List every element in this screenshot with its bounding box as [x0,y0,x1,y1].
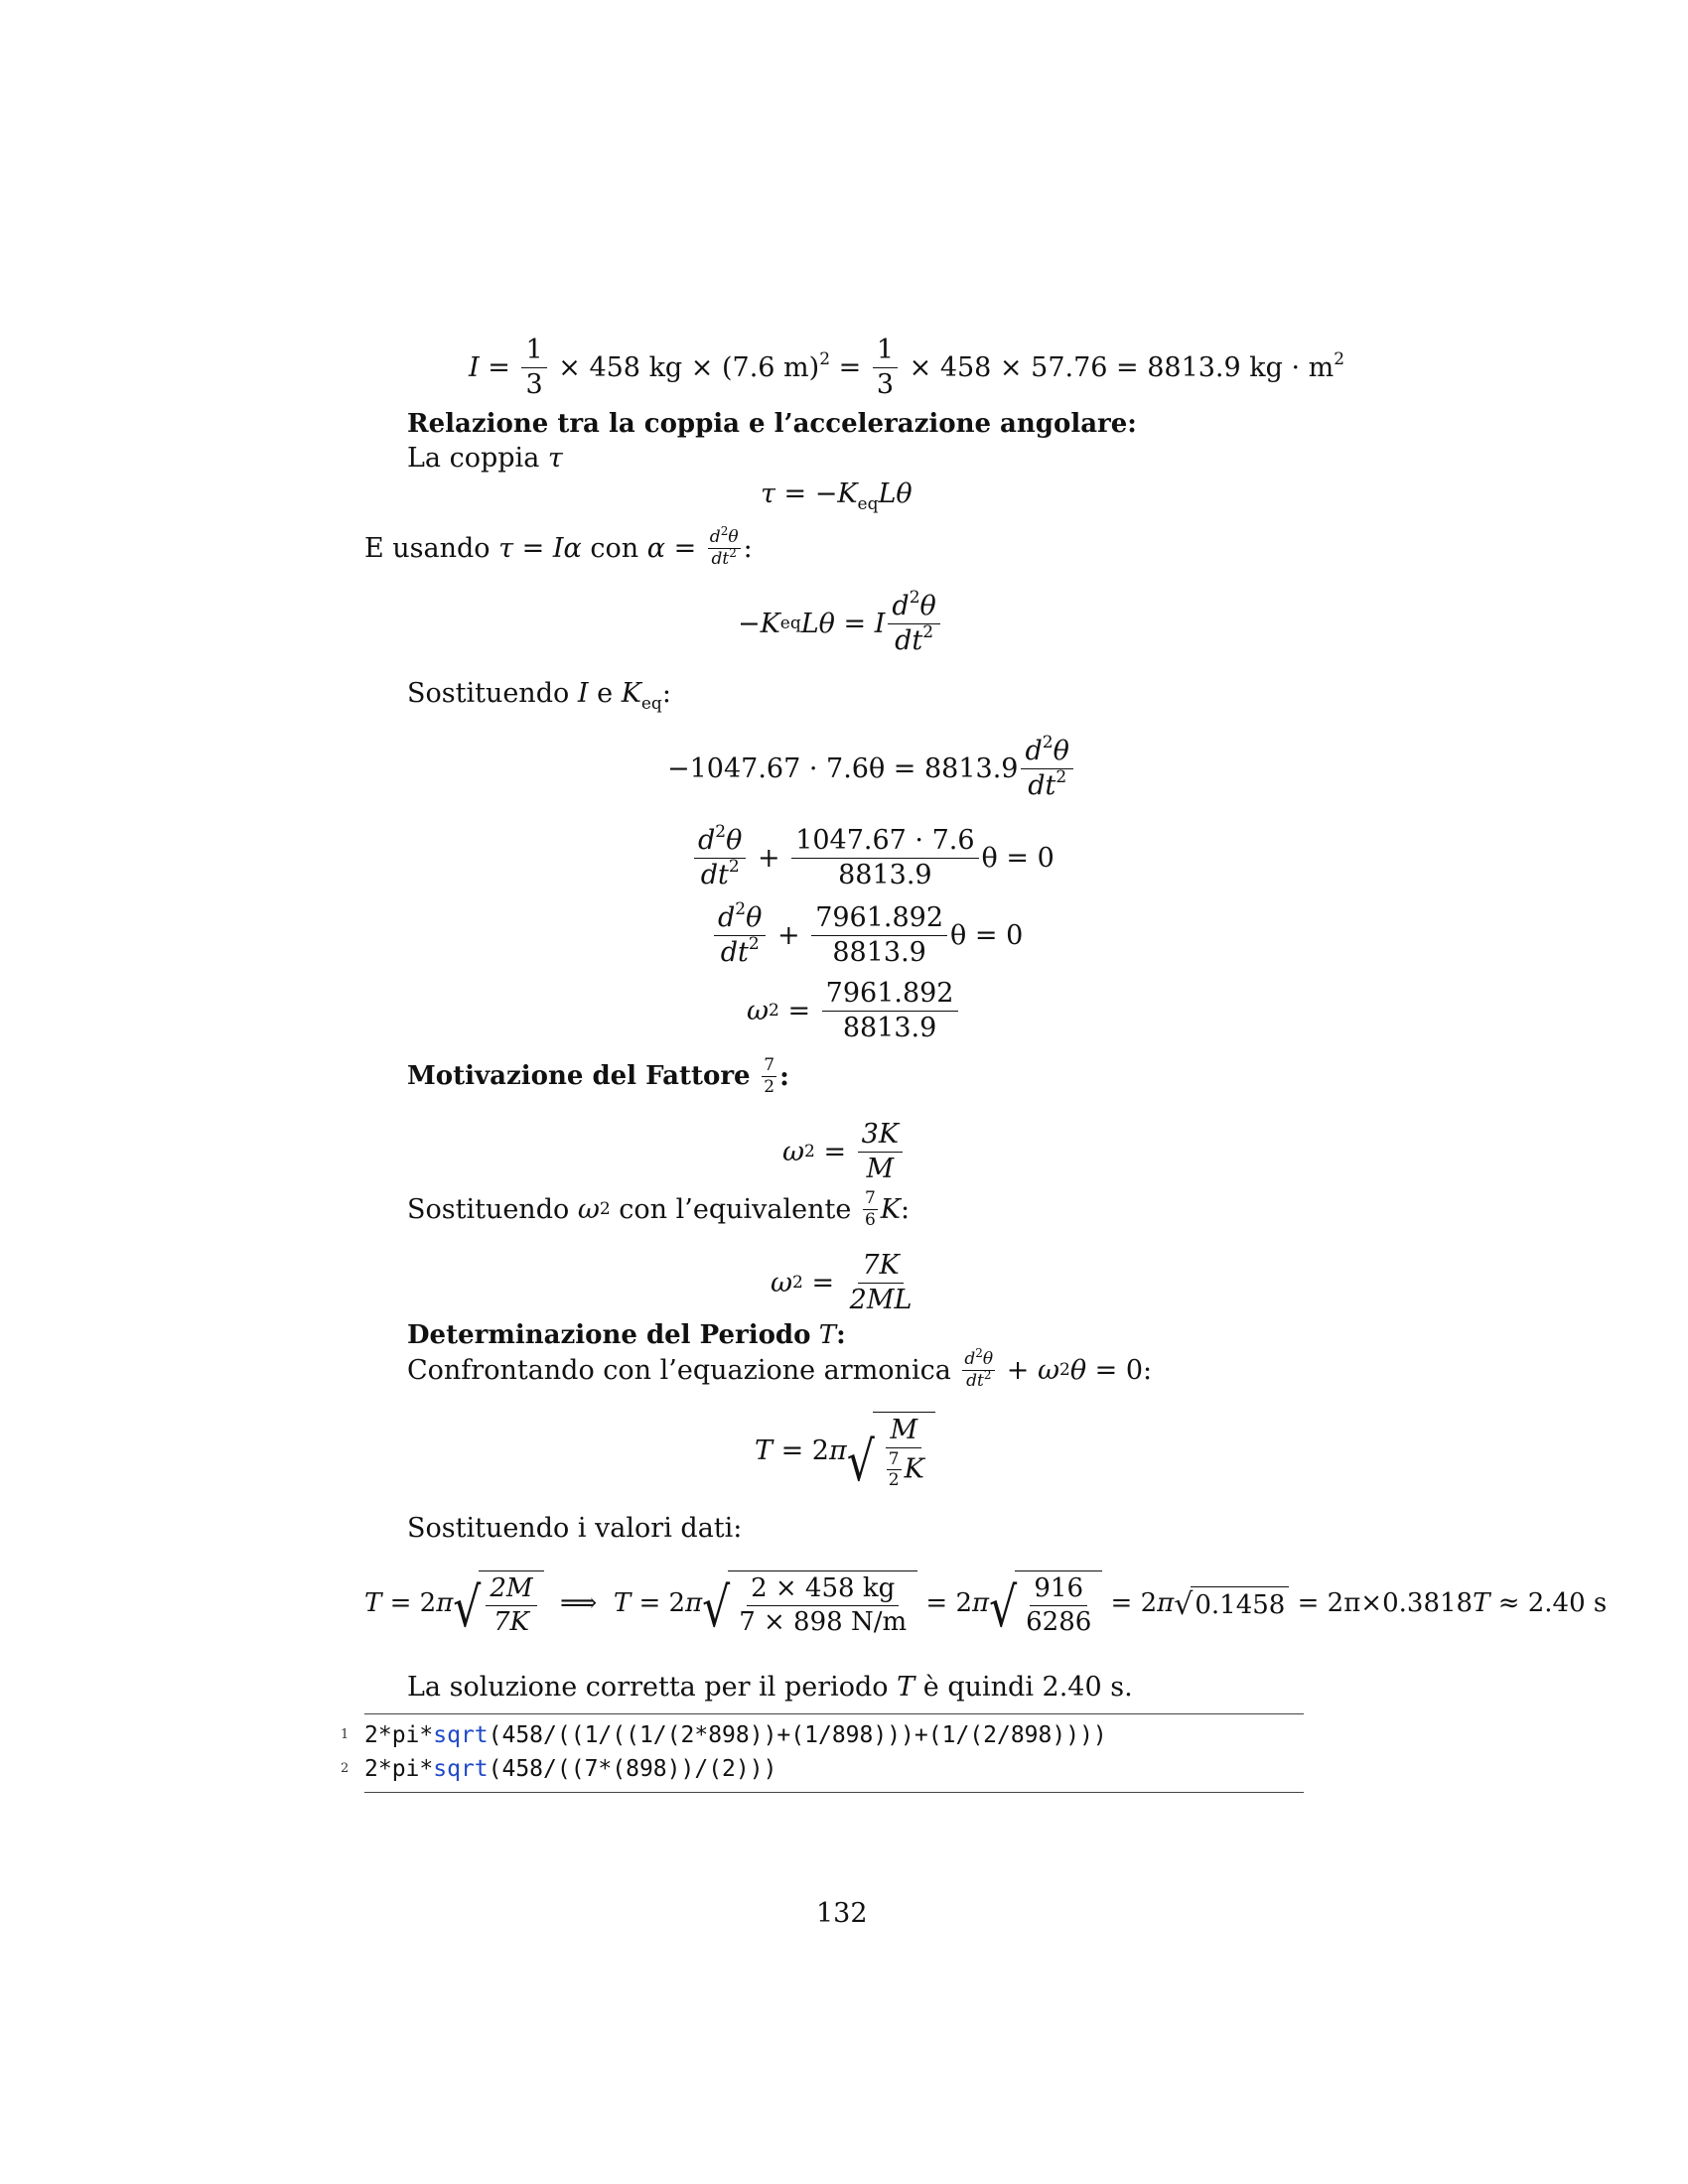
fraction-7961-over-8813: $\frac{7961.892}{8813.9}$ [811,903,947,967]
substitute-I-Keq: Sostituendo I e $K_{eq}$: [407,678,671,714]
equation-numeric-2: $\frac{d^2\theta}{dt^2}$ + $\frac{1047.67 \cdot 7.6}{8813.9}$ θ = 0 [691,826,1055,889]
inertia-equation: I = $\frac{1}{3}$ × 458 kg × (7.6 m)$^2$ = $\frac{1}{3}$ × 458 × 57.76 = 8813.9 kg · $m^2$ [469,335,1345,400]
sqrt-0-1458: √ 0.1458 [1174,1586,1289,1620]
fraction-d2theta-dt2-d: $\frac{d^2\theta}{dt^2}$ [714,903,766,967]
code-line-2: 2 2*pi*sqrt(458/((7*(898))/(2))) [341,1756,777,1782]
fraction-d2theta-dt2-c: $\frac{d^2\theta}{dt^2}$ [694,826,746,889]
equation-period: T = 2 π √ M $\frac{7}{2}$ K [755,1412,935,1490]
fraction-one-third-2: $\frac{1}{3}$ [873,336,898,399]
page-number: 132 [816,1898,868,1929]
using-line: E usando τ = Iα con α = $\frac{d^2\theta}{dt^2}$ : [364,524,753,569]
fraction-1047-over-8813: $\frac{1047.67 \cdot 7.6}{8813.9}$ [791,826,978,889]
symbol-I: I [469,351,480,383]
heading-torque: Relazione tra la coppia e l’accelerazione angolare: [407,409,1137,439]
substitute-values: Sostituendo i valori dati: [407,1513,743,1544]
fraction-d2theta-dt2-small: $\frac{d^2\theta}{dt^2}$ [709,524,739,569]
sqrt-916-6286: √ $\frac{916}{6286}$ [989,1570,1102,1636]
equation-omega-3k: ω 2 = $\frac{3K}{M}$ [782,1120,906,1183]
conclusion: La soluzione corretta per il periodo T è quindi 2.40 s. [407,1672,1133,1703]
fraction-one-third: $\frac{1}{3}$ [521,336,546,399]
harmonic-text: Confrontando con l’equazione armonica $\frac{d^2\theta}{dt^2}$ + ω 2 θ = 0: [407,1346,1153,1391]
heading-factor: Motivazione del Fattore $\frac{7}{2}$ : [407,1055,789,1097]
inertia-mass-term: × 458 kg × (7.6 m)$^2$ = [558,348,870,383]
sqrt-2m-7k: √ $\frac{2M}{7K}$ [453,1570,543,1636]
fraction-seven-halves: $\frac{7}{2}$ [764,1055,775,1097]
code-listing [341,1713,1304,1793]
fraction-7k-over-2ml: $\frac{7K}{2ML}$ [849,1250,913,1315]
fraction-seven-sixths: $\frac{7}{6}$ [864,1188,876,1230]
fraction-seven-halves-b: $\frac{7}{2}$ [888,1448,900,1491]
fraction-2m-over-7k: $\frac{2M}{7K}$ [486,1574,536,1636]
fraction-d2theta-dt2-b: $\frac{d^2\theta}{dt^2}$ [1021,737,1072,800]
fraction-m-over-7-2-k: M $\frac{7}{2}$ K [880,1416,928,1490]
sqrt-period: √ M $\frac{7}{2}$ K [847,1412,935,1490]
equation-omega-7k: ω 2 = $\frac{7K}{2ML}$ [771,1251,918,1314]
equation-omega-numeric: ω 2 = $\frac{7961.892}{8813.9}$ [747,979,961,1042]
equation-numeric-1: −1047.67 · 7.6θ = 8813.9 $\frac{d^2\theta}{dt^2}$ [667,737,1076,800]
fraction-d2theta-dt2: $\frac{d^2\theta}{dt^2}$ [888,592,939,655]
torque-equation: $\tau = -K_{eq}L\theta$ [761,478,913,514]
fraction-3k-over-m: $\frac{3K}{M}$ [858,1120,903,1183]
fraction-916-over-6286: $\frac{916}{6286}$ [1026,1573,1092,1637]
sqrt-numeric: √ $\frac{2 \times 458 kg}{7 \times 898 N/m}$ [702,1570,917,1636]
torque-text: La coppia τ [407,443,563,474]
equation-numeric-3: $\frac{d^2\theta}{dt^2}$ + $\frac{7961.892}{8813.9}$ θ = 0 [711,903,1023,967]
inertia-result: × 458 × 57.76 = 8813.9 kg · $m^2$ [909,348,1345,383]
fraction-d2theta-dt2-e: $\frac{d^2\theta}{dt^2}$ [964,1346,994,1391]
fraction-458-over-898: $\frac{2 \times 458 kg}{7 \times 898 N/m}$ [739,1573,908,1637]
heading-period: Determinazione del Periodo T: [407,1320,846,1350]
substitute-omega: Sostituendo ω 2 con l’equivalente $\frac{7}{6}$ K : [407,1188,911,1230]
fraction-omega-value: $\frac{7961.892}{8813.9}$ [822,979,958,1042]
code-line-1: 1 2*pi*sqrt(458/((1/((1/(2*898))+(1/898)))+(1/(2/898)))) [341,1722,1107,1748]
equation-motion: − K eq Lθ = I $\frac{d^2\theta}{dt^2}$ [738,592,943,655]
equation-final-chain: T = 2 π √ $\frac{2M}{7K}$ ⟹ T = 2 π √ $\frac{2 \times 458 kg}{7 \times 898 N/m}$ = 2 π √ $\frac{916}{6286}$ = 2 π √ 0.1458 = 2π×0.3818 T ≈ 2.40 s [364,1570,1607,1636]
